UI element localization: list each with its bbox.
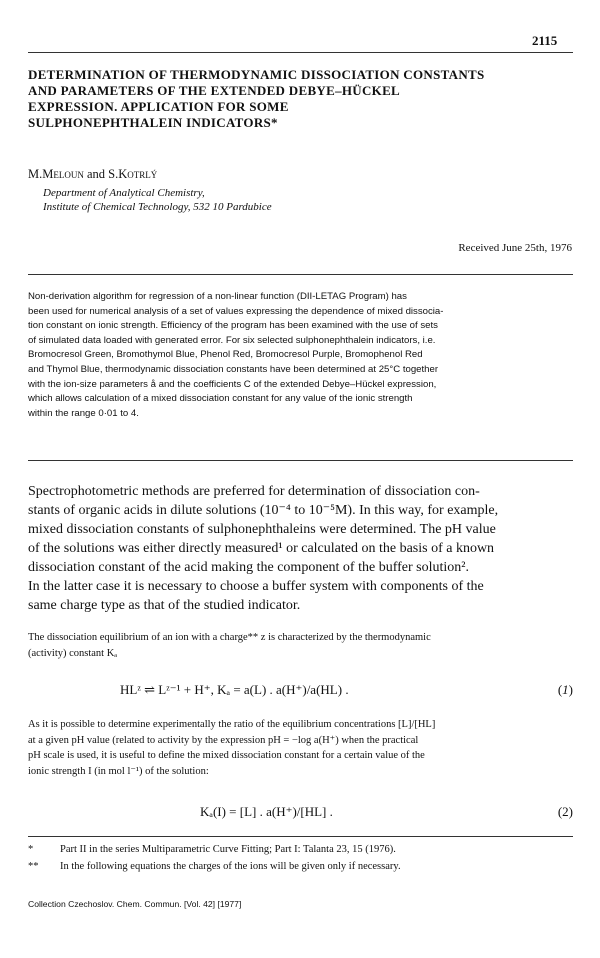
equilibrium-paragraph — [28, 630, 573, 661]
equation-1-number-value: 1 — [562, 682, 569, 697]
footnote-mark: * — [28, 844, 34, 855]
title-line: EXPRESSION. APPLICATION FOR SOME — [28, 99, 289, 114]
body-line: mixed dissociation constants of sulphonephthaleins were determined. The pH value — [28, 522, 496, 537]
abstract — [28, 290, 573, 421]
abstract-line: Bromocresol Green, Bromothymol Blue, Phenol Red, Bromocresol Purple, Bromophenol Red — [28, 349, 423, 361]
mixed-constant-paragraph — [28, 717, 573, 779]
equation-1-body: HLᶻ ⇌ Lᶻ⁻¹ + H⁺, Kₐ = a(L) . a(H⁺)/a(HL) . — [120, 682, 349, 697]
page-number: 2115 — [532, 33, 558, 48]
journal-footer: Collection Czechoslov. Chem. Commun. [Vol. 42] [1977] — [28, 899, 242, 909]
author-1-name: Meloun — [42, 167, 84, 181]
body-line: same charge type as that of the studied indicator. — [28, 598, 301, 613]
footnote-text: Part II in the series Multiparametric Curve Fitting; Part I: Talanta 23, 15 (1976). — [60, 844, 396, 855]
authors — [28, 167, 157, 182]
abstract-top-rule — [28, 274, 573, 275]
equation-2-number: (2) — [557, 804, 573, 819]
author-2-name: Kotrlý — [118, 167, 158, 181]
body-line: stants of organic acids in dilute solutions (10⁻⁴ to 10⁻⁵M). In this way, for example, — [28, 503, 499, 518]
affiliation-line: Institute of Chemical Technology, 532 10 Pardubice — [43, 201, 272, 213]
footnote-rule — [28, 836, 573, 837]
header-rule — [28, 52, 573, 53]
affiliation — [43, 186, 272, 214]
received-date: Received June 25th, 1976 — [458, 242, 572, 254]
abstract-line: Non-derivation algorithm for regression of a non-linear function (DII-LETAG Program) has — [28, 291, 407, 302]
equation-2-body: Kₐ(I) = [L] . a(H⁺)/[HL] . — [200, 804, 333, 819]
author-1-initial: M. — [28, 167, 43, 181]
intro-paragraph — [28, 482, 573, 615]
footnote-text: In the following equations the charges of the ions will be given only if necessary. — [60, 861, 401, 872]
title-line: AND PARAMETERS OF THE EXTENDED DEBYE–HÜCKEL — [28, 83, 401, 98]
abstract-line: and Thymol Blue, thermodynamic dissociation constants have been determined at 25°C together — [28, 363, 439, 375]
article-title — [28, 67, 573, 131]
abstract-line: tion constant on ionic strength. Efficiency of the program has been examined with the use of sets — [28, 320, 438, 332]
body-line: Spectrophotometric methods are preferred for determination of dissociation con- — [28, 484, 480, 499]
author-2-initial: S. — [108, 167, 119, 181]
equation-1-number: (1) — [557, 682, 573, 697]
title-line: DETERMINATION OF THERMODYNAMIC DISSOCIATION CONSTANTS — [28, 67, 485, 82]
abstract-line: with the ion-size parameters å and the coefficients C of the extended Debye–Hückel expression, — [28, 378, 437, 390]
paragraph-line: ionic strength I (in mol l⁻¹) of the solution: — [28, 765, 209, 777]
body-line: of the solutions was either directly measured¹ or calculated on the basis of a known — [28, 541, 495, 556]
abstract-line: been used for numerical analysis of a set of values expressing the dependence of mixed dissocia- — [28, 305, 444, 317]
footnote-mark: ** — [28, 861, 39, 872]
affiliation-line: Department of Analytical Chemistry, — [43, 187, 205, 199]
abstract-line: of simulated data loaded with generated error. For six selected sulphonephthalein indicators, i.e. — [28, 334, 436, 346]
title-line: SULPHONEPHTHALEIN INDICATORS* — [28, 115, 278, 130]
authors-and: and — [83, 167, 109, 181]
body-line: In the latter case it is necessary to choose a buffer system with components of the — [28, 579, 484, 594]
abstract-line: within the range 0·01 to 4. — [28, 407, 139, 419]
abstract-bottom-rule — [28, 460, 573, 461]
abstract-line: which allows calculation of a mixed dissociation constant for any value of the ionic strength — [28, 393, 413, 405]
paragraph-line: at a given pH value (related to activity by the expression pH = −log a(H⁺) when the practical — [28, 734, 419, 746]
paragraph-line: pH scale is used, it is useful to define the mixed dissociation constant for a certain value of the — [28, 750, 425, 761]
paragraph-line: The dissociation equilibrium of an ion with a charge** z is characterized by the thermodynamic — [28, 632, 431, 643]
paragraph-line: (activity) constant Kₐ — [28, 647, 118, 659]
body-line: dissociation constant of the acid making the component of the buffer solution². — [28, 560, 469, 575]
paragraph-line: As it is possible to determine experimentally the ratio of the equilibrium concentrations [L]/[HL] — [28, 719, 436, 730]
